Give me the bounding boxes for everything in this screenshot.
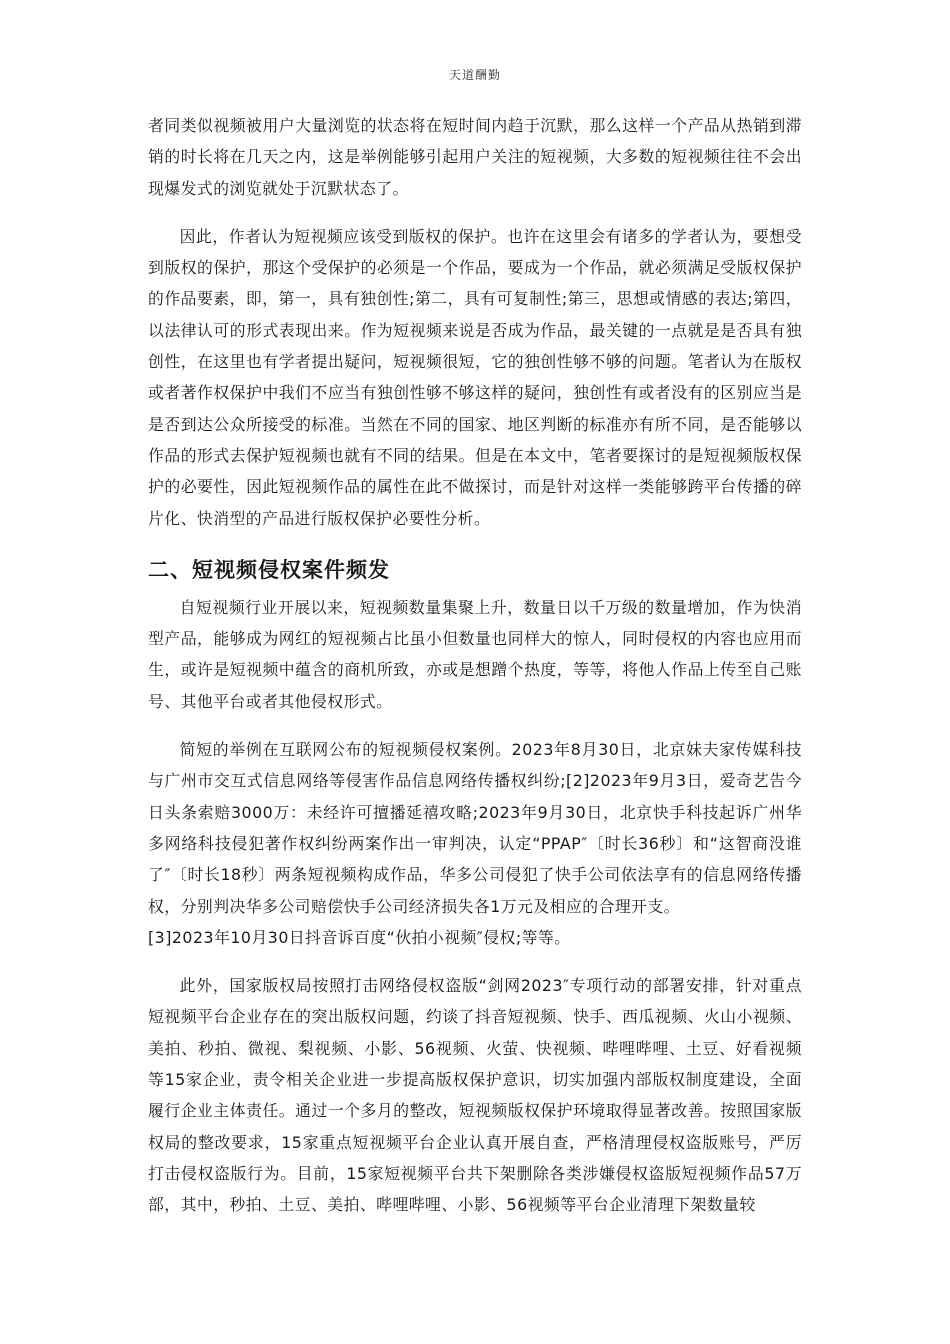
paragraph-case-examples: 简短的举例在互联网公布的短视频侵权案例。2023年8月30日，北京妹夫家传媒科技与广州市交互式信息网络等侵害作品信息网络传播权纠纷;[2]2023年9月3日，爱奇艺告今日头条索赔3000万：未经许可擅播延禧攻略;2023年9月30日，北京快手科技起诉广州华多网络科技侵犯著作权纠纷两案作出一审判决，认定“PPAP″〔时长36秒〕和“这智商没谁了″〔时长18秒〕两条短视频构成作品，华多公司侵犯了快手公司依法享有的信息网络传播权，分别判决华多公司赔偿快手公司经济损失各1万元及相应的合理开支。 — [148, 740, 802, 916]
running-header: 天道酬勤 — [448, 68, 501, 82]
document-body — [148, 110, 802, 1221]
paragraph-copyright-argument: 因此，作者认为短视频应该受到版权的保护。也许在这里会有诸多的学者认为，要想受到版权的保护，那这个受保护的必须是一个作品，要成为一个作品，就必须满足受版权保护的作品要素，即，第一，具有独创性;第二，具有可复制性;第三，思想或情感的表达;第四，以法律认可的形式表现出来。作为短视频来说是否成为作品，最关键的一点就是是否具有独创性，在这里也有学者提出疑问，短视频很短，它的独创性够不够的问题。笔者认为在版权或者著作权保护中我们不应当有独创性够不够这样的疑问，独创性有或者没有的区别应当是是否到达公众所接受的标准。当然在不同的国家、地区判断的标准亦有所不同，是否能够以作品的形式去保护短视频也就有不同的结果。但是在本文中，笔者要探讨的是短视频版权保护的必要性，因此短视频作品的属性在此不做探讨，而是针对这样一类能够跨平台传播的碎片化、快消型的产品进行版权保护必要性分析。 — [148, 226, 802, 528]
paragraph-case-examples-continued: [3]2023年10月30日抖音诉百度“伙拍小视频″侵权;等等。 — [148, 927, 571, 947]
paragraph-industry-growth: 自短视频行业开展以来，短视频数量集聚上升，数量日以千万级的数量增加，作为快消型产品，能够成为网红的短视频占比虽小但数量也同样大的惊人，同时侵权的内容也应用而生，或许是短视频中蕴含的商机所致，亦或是想蹭个热度，等等，将他人作品上传至自己账号、其他平台或者其他侵权形式。 — [148, 597, 802, 711]
section-heading: 二、短视频侵权案件频发 — [148, 557, 390, 582]
paragraph-regulatory-action: 此外，国家版权局按照打击网络侵权盗版“剑网2023″专项行动的部署安排，针对重点短视频平台企业存在的突出版权问题，约谈了抖音短视频、快手、西瓜视频、火山小视频、美拍、秒拍、微视、梨视频、小影、56视频、火萤、快视频、哔哩哔哩、土豆、好看视频等15家企业，责令相关企业进一步提高版权保护意识，切实加强内部版权制度建设，全面履行企业主体责任。通过一个多月的整改，短视频版权保护环境取得显著改善。按照国家版权局的整改要求，15家重点短视频平台企业认真开展自查，严格清理侵权盗版账号，严厉打击侵权盗版行为。目前，15家短视频平台共下架删除各类涉嫌侵权盗版短视频作品57万部，其中，秒拍、土豆、美拍、哔哩哔哩、小影、56视频等平台企业清理下架数量较 — [148, 976, 802, 1215]
paragraph-continued: 者同类似视频被用户大量浏览的状态将在短时间内趋于沉默，那么这样一个产品从热销到滞销的时长将在几天之内，这是举例能够引起用户关注的短视频，大多数的短视频往往不会出现爆发式的浏览就处于沉默状态了。 — [148, 116, 802, 198]
